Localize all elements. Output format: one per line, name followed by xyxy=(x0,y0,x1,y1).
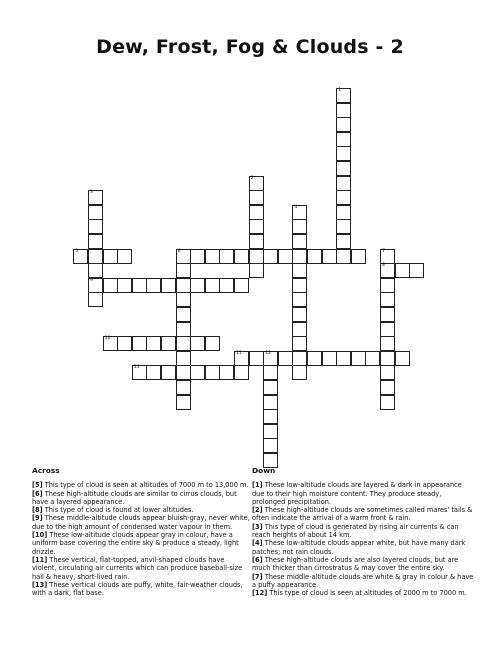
grid-cell[interactable] xyxy=(176,380,191,395)
grid-cell[interactable] xyxy=(234,365,249,380)
grid-cell[interactable] xyxy=(190,278,205,293)
grid-cell[interactable] xyxy=(88,263,103,278)
grid-cell[interactable] xyxy=(176,395,191,410)
grid-cell[interactable] xyxy=(336,176,351,191)
across-clue xyxy=(32,490,250,507)
grid-cell[interactable] xyxy=(292,292,307,307)
cell-number: 2 xyxy=(250,175,254,181)
grid-cell[interactable] xyxy=(322,249,337,264)
grid-cell[interactable] xyxy=(380,380,395,395)
grid-cell[interactable] xyxy=(336,117,351,132)
down-clue xyxy=(252,506,474,523)
grid-cell[interactable] xyxy=(190,336,205,351)
clue-number: [7] xyxy=(252,572,263,581)
clue-number: [10] xyxy=(32,531,48,540)
grid-cell[interactable] xyxy=(380,249,395,264)
grid-cell[interactable] xyxy=(249,219,264,234)
cell-number: 7 xyxy=(382,248,385,254)
grid-cell[interactable] xyxy=(263,409,278,424)
grid-cell[interactable] xyxy=(117,278,132,293)
grid-cell[interactable] xyxy=(336,205,351,220)
grid-cell[interactable] xyxy=(380,263,395,278)
grid-cell[interactable] xyxy=(176,278,191,293)
grid-cell[interactable] xyxy=(380,307,395,322)
down-clue xyxy=(252,589,474,597)
clue-text: These middle-altitude clouds are white & gray in colour & have a puffy appearance. xyxy=(252,572,474,589)
grid-cell[interactable] xyxy=(205,278,220,293)
grid-cell[interactable] xyxy=(263,424,278,439)
grid-cell[interactable] xyxy=(292,234,307,249)
grid-cell[interactable] xyxy=(219,278,234,293)
grid-cell[interactable] xyxy=(88,278,103,293)
grid-cell[interactable] xyxy=(176,336,191,351)
clue-text: These high-altitude clouds are similar to cirrus clouds, but have a layered appearance. xyxy=(32,489,237,506)
across-clue xyxy=(32,514,250,531)
grid-cell[interactable] xyxy=(249,205,264,220)
grid-cell[interactable] xyxy=(292,351,307,366)
grid-cell[interactable] xyxy=(263,438,278,453)
clue-text: This type of cloud is seen at altitudes of 2000 m to 7000 m. xyxy=(267,589,467,598)
grid-cell[interactable] xyxy=(292,336,307,351)
grid-cell[interactable] xyxy=(263,395,278,410)
grid-cell[interactable] xyxy=(205,336,220,351)
clue-number: [5] xyxy=(32,481,43,490)
grid-cell[interactable] xyxy=(336,249,351,264)
clue-number: [6] xyxy=(32,489,43,498)
grid-cell[interactable] xyxy=(88,292,103,307)
grid-cell[interactable] xyxy=(351,249,366,264)
clue-number: [6] xyxy=(252,555,263,564)
across-heading: Across xyxy=(32,466,60,475)
grid-cell[interactable] xyxy=(117,336,132,351)
across-clue xyxy=(32,506,250,514)
grid-cell[interactable] xyxy=(146,278,161,293)
grid-cell[interactable] xyxy=(307,249,322,264)
grid-cell[interactable] xyxy=(234,249,249,264)
clue-number: [2] xyxy=(252,506,263,515)
clue-number: [4] xyxy=(252,539,263,548)
clue-number: [3] xyxy=(252,522,263,531)
grid-cell[interactable] xyxy=(292,205,307,220)
clue-number: [8] xyxy=(32,506,43,515)
grid-cell[interactable] xyxy=(336,219,351,234)
grid-cell[interactable] xyxy=(249,351,264,366)
grid-cell[interactable] xyxy=(219,249,234,264)
grid-cell[interactable] xyxy=(88,249,103,264)
clue-number: [12] xyxy=(252,589,268,598)
grid-cell[interactable] xyxy=(146,336,161,351)
grid-cell[interactable] xyxy=(205,365,220,380)
grid-cell[interactable] xyxy=(336,146,351,161)
clue-number: [11] xyxy=(32,555,48,564)
clue-text: These low-altitude clouds appear gray in colour, have a uniform base covering the entire sky & produce a steady, light drizzle. xyxy=(32,531,239,556)
grid-cell[interactable] xyxy=(117,249,132,264)
grid-cell[interactable] xyxy=(161,336,176,351)
grid-cell[interactable] xyxy=(380,365,395,380)
grid-cell[interactable] xyxy=(176,249,191,264)
down-heading: Down xyxy=(252,466,276,475)
grid-cell[interactable] xyxy=(219,365,234,380)
grid-cell[interactable] xyxy=(234,278,249,293)
down-clue xyxy=(252,481,474,506)
grid-cell[interactable] xyxy=(190,249,205,264)
grid-cell[interactable] xyxy=(292,365,307,380)
grid-cell[interactable] xyxy=(132,278,147,293)
grid-cell[interactable] xyxy=(249,190,264,205)
grid-cell[interactable] xyxy=(88,205,103,220)
grid-cell[interactable] xyxy=(380,278,395,293)
clue-number: [1] xyxy=(252,481,263,490)
grid-cell[interactable] xyxy=(336,190,351,205)
clue-text: These high-altitude clouds are also layered clouds, but are much thicker than cirrostratus & may cover the entire sky. xyxy=(252,555,459,573)
grid-cell[interactable] xyxy=(380,292,395,307)
grid-cell[interactable] xyxy=(132,336,147,351)
grid-cell[interactable] xyxy=(336,132,351,147)
grid-cell[interactable] xyxy=(176,292,191,307)
cell-number: 6 xyxy=(177,248,181,254)
cell-number: 8 xyxy=(382,263,385,269)
grid-cell[interactable] xyxy=(409,263,424,278)
across-clue xyxy=(32,531,250,556)
grid-cell[interactable] xyxy=(336,103,351,118)
cell-number: 13 xyxy=(133,365,140,371)
clue-text: This type of cloud is generated by rising air currents & can reach heights of about 14 km. xyxy=(252,522,459,540)
grid-cell[interactable] xyxy=(336,161,351,176)
grid-cell[interactable] xyxy=(249,249,264,264)
grid-cell[interactable] xyxy=(263,365,278,380)
grid-cell[interactable] xyxy=(103,249,118,264)
grid-cell[interactable] xyxy=(161,365,176,380)
down-clues xyxy=(252,467,474,597)
clue-number: [13] xyxy=(32,580,48,589)
down-clue xyxy=(252,573,474,590)
grid-cell[interactable] xyxy=(395,263,410,278)
clue-text: These low-altitude clouds are layered & dark in appearance due to their high moisture content. They produce steady, prolonged precipitation. xyxy=(252,481,462,506)
grid-cell[interactable] xyxy=(292,322,307,337)
grid-cell[interactable] xyxy=(322,351,337,366)
cell-number: 11 xyxy=(236,350,242,356)
clue-text: These low-altitude clouds appear white, but have many dark patches; not rain clouds. xyxy=(252,539,466,556)
cell-number: 5 xyxy=(75,248,79,254)
clue-text: This type of cloud is seen at altitudes of 7000 m to 13,000 m. xyxy=(42,481,249,490)
grid-cell[interactable] xyxy=(73,249,88,264)
grid-cell[interactable] xyxy=(234,351,249,366)
across-clue xyxy=(32,481,250,489)
down-clue xyxy=(252,539,474,556)
grid-cell[interactable] xyxy=(336,234,351,249)
grid-cell[interactable] xyxy=(380,336,395,351)
cell-number: 10 xyxy=(104,336,111,342)
grid-cell[interactable] xyxy=(190,365,205,380)
grid-cell[interactable] xyxy=(292,263,307,278)
cell-number: 3 xyxy=(90,190,93,196)
grid-cell[interactable] xyxy=(263,380,278,395)
grid-cell[interactable] xyxy=(292,307,307,322)
grid-cell[interactable] xyxy=(278,351,293,366)
clue-text: These high-altitude clouds are sometimes called mares' tails & often indicate the arrival of a warm front & rain. xyxy=(252,506,473,523)
grid-cell[interactable] xyxy=(176,365,191,380)
grid-cell[interactable] xyxy=(395,351,410,366)
grid-cell[interactable] xyxy=(292,278,307,293)
grid-cell[interactable] xyxy=(176,263,191,278)
across-clues xyxy=(32,467,250,597)
grid-cell[interactable] xyxy=(103,278,118,293)
down-clue xyxy=(252,556,474,573)
cell-number: 4 xyxy=(294,204,298,210)
grid-cell[interactable] xyxy=(380,351,395,366)
grid-cell[interactable] xyxy=(351,351,366,366)
grid-cell[interactable] xyxy=(292,249,307,264)
grid-cell[interactable] xyxy=(307,351,322,366)
grid-cell[interactable] xyxy=(88,234,103,249)
grid-cell[interactable] xyxy=(249,176,264,191)
clue-number: [9] xyxy=(32,514,43,523)
cell-number: 1 xyxy=(338,88,342,93)
grid-cell[interactable] xyxy=(146,365,161,380)
grid-cell[interactable] xyxy=(365,351,380,366)
grid-cell[interactable] xyxy=(88,190,103,205)
grid-cell[interactable] xyxy=(176,322,191,337)
across-clue xyxy=(32,581,250,598)
grid-cell[interactable] xyxy=(263,351,278,366)
down-clue xyxy=(252,523,474,540)
grid-cell[interactable] xyxy=(249,234,264,249)
grid-cell[interactable] xyxy=(132,365,147,380)
grid-cell[interactable] xyxy=(88,219,103,234)
grid-cell[interactable] xyxy=(176,351,191,366)
grid-cell[interactable] xyxy=(103,336,118,351)
grid-cell[interactable] xyxy=(292,219,307,234)
cell-number: 9 xyxy=(90,277,93,283)
grid-cell[interactable] xyxy=(336,351,351,366)
cell-number: 12 xyxy=(265,350,272,356)
clue-text: These middle-altitude clouds appear bluish-gray, never white, due to the high amount of condensed water vapour in them. xyxy=(32,514,250,531)
grid-cell[interactable] xyxy=(263,249,278,264)
grid-cell[interactable] xyxy=(380,395,395,410)
puzzle-title: Dew, Frost, Fog & Clouds - 2 xyxy=(96,36,404,58)
grid-cell[interactable] xyxy=(278,249,293,264)
grid-cell[interactable] xyxy=(161,278,176,293)
clue-text: These vertical clouds are puffy, white, fair-weather clouds, with a dark, flat base. xyxy=(32,580,243,598)
clue-text: These vertical, flat-topped, anvil-shaped clouds have violent, circulating air currents which can produce baseball-size hail & heavy, short-lived rain. xyxy=(32,555,243,581)
grid-cell[interactable] xyxy=(176,307,191,322)
grid-cell[interactable] xyxy=(336,88,351,103)
grid-cell[interactable] xyxy=(249,263,264,278)
clue-text: This type of cloud is found at lower altitudes. xyxy=(42,506,194,515)
across-clue xyxy=(32,556,250,581)
grid-cell[interactable] xyxy=(380,322,395,337)
grid-cell[interactable] xyxy=(205,249,220,264)
